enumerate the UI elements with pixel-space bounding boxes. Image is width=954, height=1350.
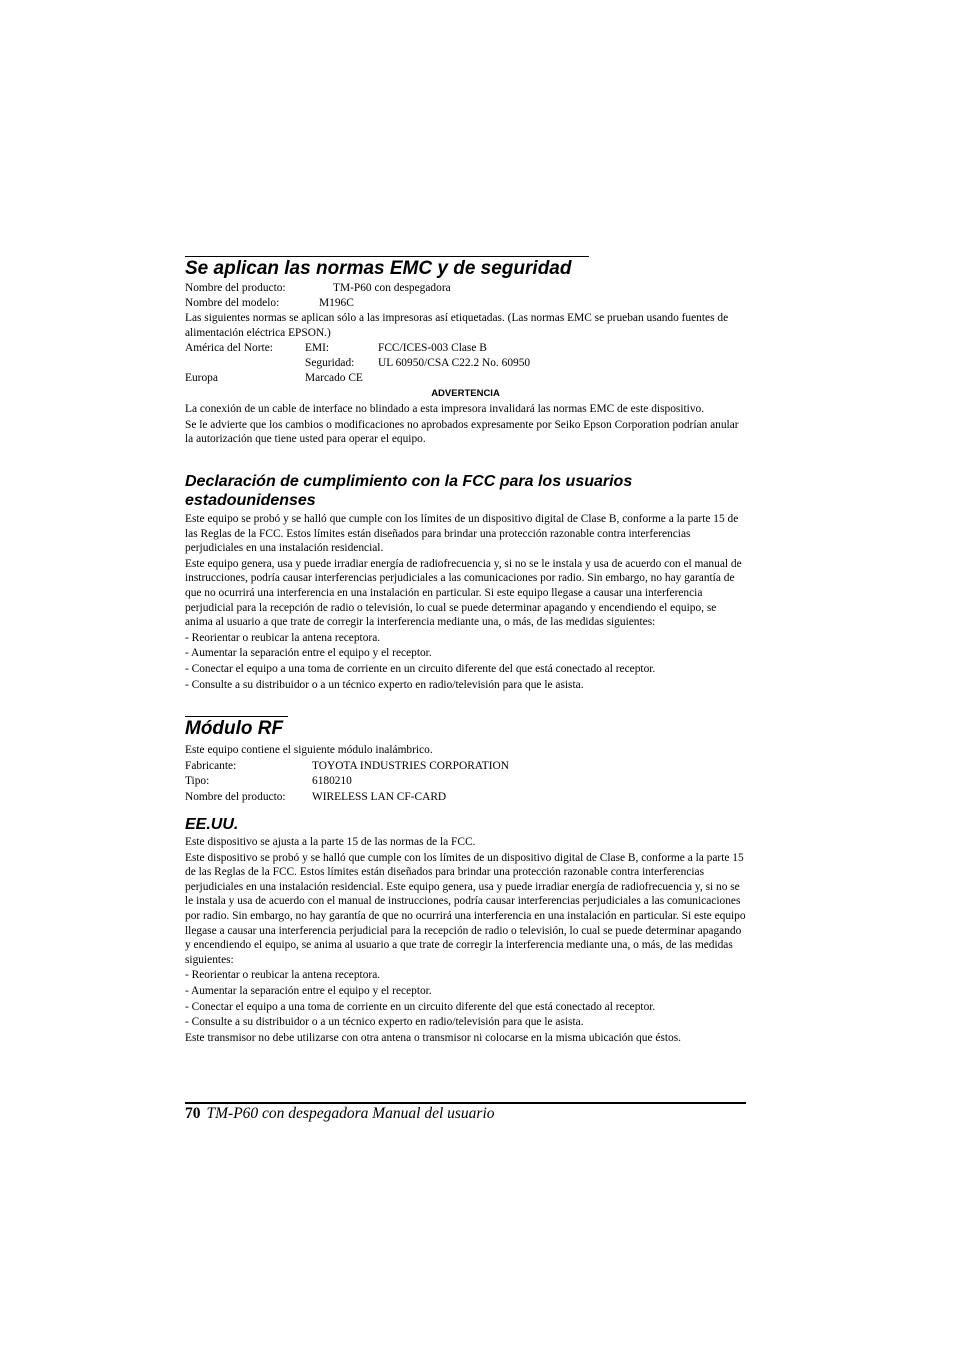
page-footer — [185, 1104, 495, 1124]
usa-paragraph-2: Este dispositivo se probó y se halló que cumple con los límites de un dispositivo digital de Clase B, conforme a la parte 15 de las Reglas de la FCC. Estos límites están diseñados para brindar una protección razonable contra interferencias perjudiciales en una instalación residencial. Este equipo genera, usa y puede irradiar energía de radiofrecuencia y, si no se le instala y usa de acuerdo con el manual de instrucciones, podría causar interferencias perjudiciales a las comunicaciones por radio. Sin embargo, no hay garantía de que no ocurrirá una interferencia en una instalación en particular. Si este equipo llegase a causar una interferencia perjudicial para la recepción de radio o televisión, lo cual se puede determinar apagando y encendiendo el equipo, se anima al usuario a que trate de corregir la interferencia mediante una, o más, de las medidas siguientes: — [185, 851, 746, 966]
product-name-row — [185, 281, 746, 296]
north-america-label: América del Norte: — [185, 342, 273, 355]
europe-label: Europa — [185, 371, 218, 384]
section-usa — [185, 815, 746, 1045]
safety-row — [185, 356, 746, 371]
maker-row — [185, 759, 746, 774]
model-name-label: Nombre del modelo: — [185, 296, 280, 309]
section-title-usa: EE.UU. — [185, 816, 239, 833]
emi-label: EMI: — [305, 342, 330, 355]
section-title-fcc: Declaración de cumplimiento con la FCC para los usuarios estadounidenses — [185, 473, 633, 509]
rf-product-row — [185, 790, 746, 805]
rf-product-value: WIRELESS LAN CF-CARD — [312, 790, 447, 803]
section-fcc — [185, 472, 746, 692]
usa-paragraph-1: Este dispositivo se ajusta a la parte 15 de las normas de la FCC. — [185, 836, 476, 848]
emc-intro: Las siguientes normas se aplican sólo a las impresoras así etiquetadas. (Las normas EMC se prueban usando fuentes de alimentación eléctrica EPSON.) — [185, 312, 729, 339]
emi-value: FCC/ICES-003 Clase B — [378, 342, 487, 355]
north-america-row — [185, 341, 746, 356]
section-emc — [185, 256, 746, 280]
rf-intro: Este equipo contiene el siguiente módulo inalámbrico. — [185, 744, 433, 756]
safety-label: Seguridad: — [305, 356, 355, 369]
maker-label: Fabricante: — [185, 759, 237, 772]
warning-paragraph-1: La conexión de un cable de interface no blindado a esta impresora invalidará las normas EMC de este dispositivo. — [185, 403, 705, 416]
warning-paragraph-2: Se le advierte que los cambios o modificaciones no aprobados expresamente por Seiko Epson Corporation podrían anular la autorización que tiene usted para operar el equipo. — [185, 418, 739, 446]
usa-bullet-3: - Conectar el equipo a una toma de corriente en un circuito diferente del que está conectado al receptor. — [185, 1000, 656, 1013]
fcc-bullet-2: - Aumentar la separación entre el equipo y el receptor. — [185, 647, 432, 660]
europe-row — [185, 371, 746, 386]
type-row — [185, 774, 746, 789]
usa-bullet-2: - Aumentar la separación entre el equipo y el receptor. — [185, 984, 432, 997]
product-name-label: Nombre del producto: — [185, 282, 286, 294]
model-name-row — [185, 296, 746, 311]
page-number: 70 — [185, 1105, 201, 1122]
usa-paragraph-3: Este transmisor no debe utilizarse con otra antena o transmisor ni colocarse en la misma ubicación que éstos. — [185, 1031, 681, 1044]
rf-product-label: Nombre del producto: — [185, 790, 286, 803]
product-name-value: TM-P60 con despegadora — [333, 282, 451, 294]
maker-value: TOYOTA INDUSTRIES CORPORATION — [312, 759, 509, 772]
emc-details — [185, 281, 746, 447]
usa-bullet-4: - Consulte a su distribuidor o a un técnico experto en radio/televisión para que le asista. — [185, 1016, 584, 1029]
warning-title: ADVERTENCIA — [431, 388, 500, 400]
model-name-value: M196C — [319, 296, 354, 309]
type-label: Tipo: — [185, 775, 210, 788]
fcc-paragraph-1: Este equipo se probó y se halló que cumple con los límites de un dispositivo digital de Clase B, conforme a la parte 15 de las Reglas de la FCC. Estos límites están diseñados para brindar una protección razonable contra interferencias perjudiciales en una instalación residencial. — [185, 513, 739, 555]
fcc-bullet-4: - Consulte a su distribuidor o a un técnico experto en radio/televisión para que le asista. — [185, 678, 584, 691]
fcc-paragraph-2: Este equipo genera, usa y puede irradiar energía de radiofrecuencia y, si no se le instala y usa de acuerdo con el manual de instrucciones, podría causar interferencias perjudiciales a las comunicaciones por radio. Sin embargo, no hay garantía de que no ocurrirá una interferencia en una instalación en particular. Si este equipo llegase a causar una interferencia perjudicial para la recepción de radio o televisión, lo cual se puede determinar apagando y encendiendo el equipo, se anima al usuario a que trate de corregir la interferencia mediante una, o más, de las medidas siguientes: — [185, 557, 742, 629]
section-title-emc: Se aplican las normas EMC y de seguridad — [185, 256, 746, 280]
fcc-bullet-3: - Conectar el equipo a una toma de corriente en un circuito diferente del que está conectado al receptor. — [185, 662, 656, 675]
europe-value: Marcado CE — [305, 371, 363, 384]
usa-bullet-1: - Reorientar o reubicar la antena receptora. — [185, 969, 381, 982]
safety-value: UL 60950/CSA C22.2 No. 60950 — [378, 356, 531, 369]
footer-title: TM-P60 con despegadora Manual del usuario — [206, 1105, 495, 1122]
fcc-bullet-1: - Reorientar o reubicar la antena receptora. — [185, 631, 381, 644]
section-title-rf-module: Módulo RF — [185, 716, 746, 740]
type-value: 6180210 — [312, 775, 352, 788]
section-rf-module — [185, 716, 746, 804]
